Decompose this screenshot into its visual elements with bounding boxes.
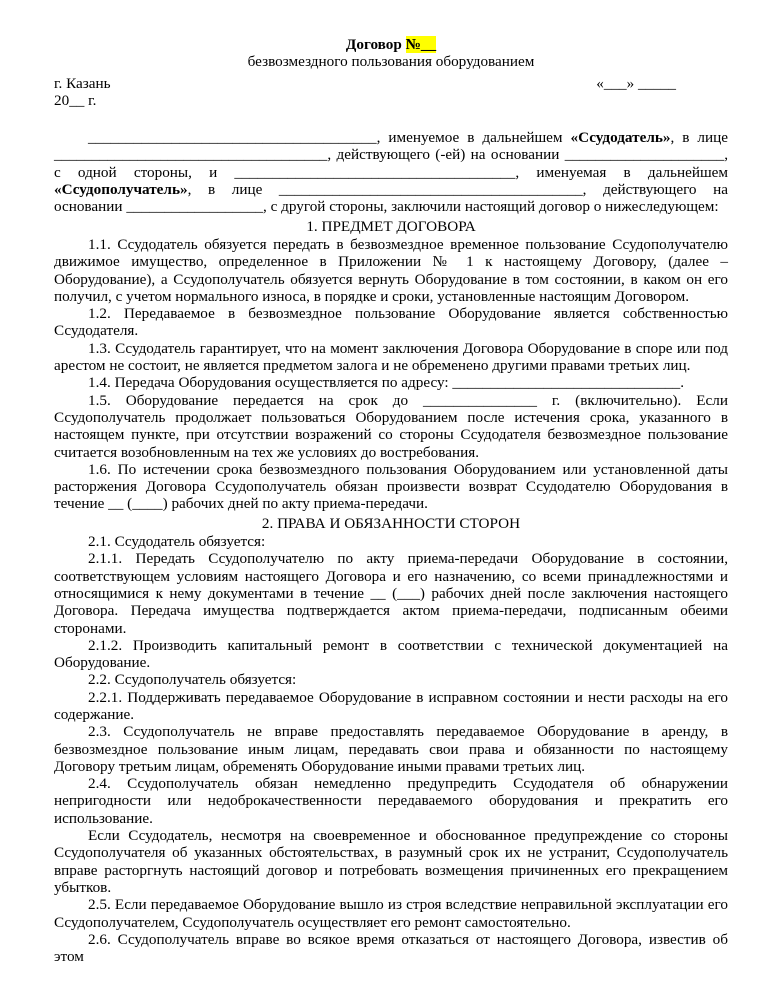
clause-2-3: 2.3. Ссудополучатель не вправе предоставлять передаваемое Оборудование в аренду, в безвозмездное пользование иным лицам, передавать свои права и обязанности по настоящему Договору третьим лицам, обременять Оборудование иными правами третьих лиц.	[54, 723, 728, 775]
preamble-part-2: , в лице ____________________________________, действующего (-ей) на основании _____________________, с одной стороны, и _____________________________________, именуемая в дальнейшем	[54, 129, 728, 181]
preamble	[54, 129, 728, 215]
document-title	[54, 36, 728, 53]
clause-1-4: 1.4. Передача Оборудования осуществляется по адресу: ______________________________.	[88, 374, 685, 392]
title-number-highlight: №__	[405, 36, 437, 53]
clause-2-1-1: 2.1.1. Передать Ссудополучателю по акту приема-передачи Оборудование в состоянии, соответствующем условиям настоящего Договора и его назначению, со всеми принадлежностями и относящимися к нему документами в течение __ (___) рабочих дней после заключения настоящего Договора. Передача имущества подтверждается актом приема-передачи, подписанным обеими сторонами.	[54, 550, 728, 637]
clause-1-2: 1.2. Передаваемое в безвозмездное пользование Оборудование является собственностью Ссудодателя.	[54, 305, 728, 340]
clause-2-4: 2.4. Ссудополучатель обязан немедленно предупредить Ссудодателя об обнаружении непригодности или недоброкачественности передаваемого оборудования и прекратить его использование.	[54, 775, 728, 827]
preamble-part-1: ______________________________________, именуемое в дальнейшем	[88, 129, 571, 147]
date-field: «___» _____	[596, 74, 676, 92]
clause-1-3: 1.3. Ссудодатель гарантирует, что на момент заключения Договора Оборудование в споре или под арестом не состоит, не является предметом залога и не обременено другими правами третьих лиц.	[54, 339, 728, 375]
year-field: 20__ г.	[54, 91, 97, 109]
city: г. Казань	[54, 74, 111, 92]
clause-1-5: 1.5. Оборудование передается на срок до _______________ г. (включительно). Если Ссудополучатель продолжает пользоваться Оборудованием после истечения срока, указанного в настоящем пункте, при отсутствии возражений со стороны Ссудодателя безвозмездное пользование считается возобновленным на тех же условиях до востребования.	[54, 391, 728, 461]
clause-1-1: 1.1. Ссудодатель обязуется передать в безвозмездное временное пользование Ссудополучателю движимое имущество, определенное в Приложении № 1 к настоящему Договору, (далее – Оборудование), а Ссудополучатель обязуется вернуть Оборудование в том состоянии, в каком он его получил, с учетом нормального износа, в порядке и сроки, установленные настоящим Договором.	[54, 235, 728, 305]
clause-2-4-continued: Если Ссудодатель, несмотря на своевременное и обоснованное предупреждение со стороны Ссудополучателя об указанных обстоятельствах, в разумный срок их не устранит, Ссудополучатель вправе расторгнуть настоящий договор и потребовать возмещения причиненных его прекращением убытков.	[54, 827, 728, 896]
section-heading-2: 2. ПРАВА И ОБЯЗАННОСТИ СТОРОН	[261, 514, 521, 532]
title-prefix: Договор	[345, 36, 406, 53]
clause-2-2: 2.2. Ссудополучатель обязуется:	[88, 671, 297, 689]
clause-2-6: 2.6. Ссудополучатель вправе во всякое время отказаться от настоящего Договора, известив об этом	[54, 930, 728, 966]
clause-2-2-1: 2.2.1. Поддерживать передаваемое Оборудование в исправном состоянии и нести расходы на его содержание.	[54, 688, 728, 723]
borrower-term: «Ссудополучатель»	[54, 181, 188, 199]
document-subtitle: безвозмездного пользования оборудованием	[247, 53, 535, 71]
preamble-part-3: , в лице ________________________________________, действующего на основании __________________, с другой стороны, заключили настоящий договор о нижеследующем:	[54, 181, 728, 216]
clause-1-6: 1.6. По истечении срока безвозмездного пользования Оборудованием или установленной даты расторжения Договора Ссудополучатель обязан произвести возврат Ссудодателю Оборудования в течение __ (____) рабочих дней по акту приема-передачи.	[54, 460, 728, 513]
lender-term: «Ссудодатель»	[570, 129, 671, 147]
clause-2-5: 2.5. Если передаваемое Оборудование вышло из строя вследствие неправильной эксплуатации его Ссудополучателем, Ссудополучатель осуществляет его ремонт самостоятельно.	[54, 896, 728, 931]
clause-2-1-2: 2.1.2. Производить капитальный ремонт в соответствии с технической документацией на Оборудование.	[54, 636, 728, 672]
place-date-row	[54, 75, 728, 92]
clause-2-1: 2.1. Ссудодатель обязуется:	[88, 533, 266, 551]
section-heading-1: 1. ПРЕДМЕТ ДОГОВОРА	[306, 217, 476, 235]
